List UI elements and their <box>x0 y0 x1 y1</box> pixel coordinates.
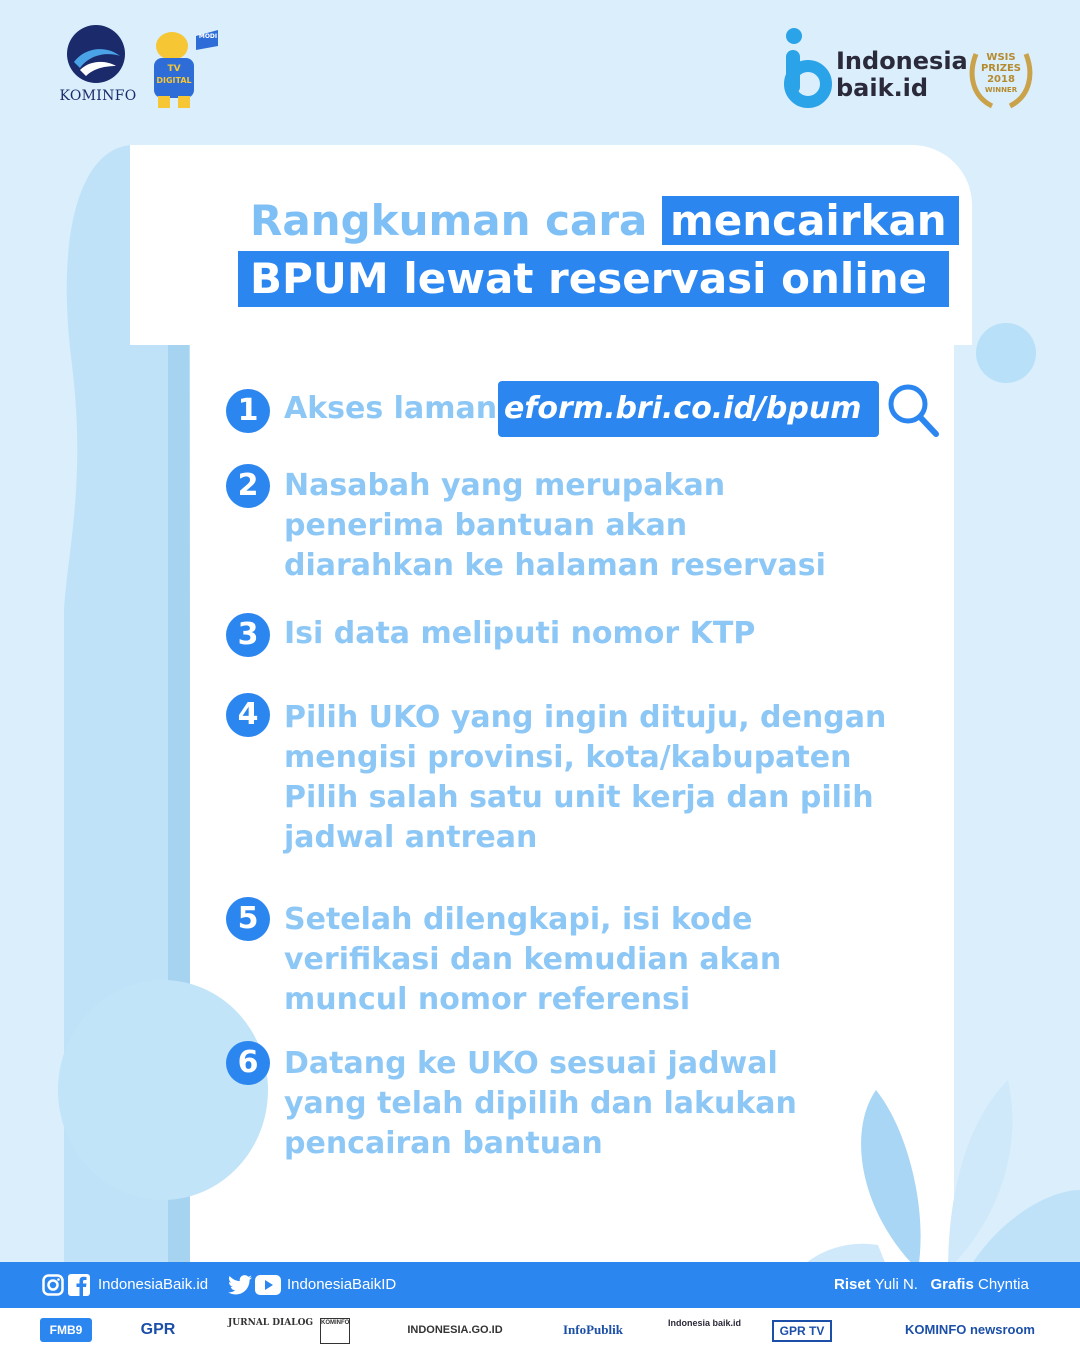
mascot-badge-top: TV <box>167 64 181 74</box>
partner-gpr-tv: GPR TV <box>772 1320 832 1342</box>
award-line-4: WINNER <box>984 86 1018 94</box>
search-icon <box>886 382 940 438</box>
award-line-3: 2018 <box>987 74 1015 85</box>
bpum-url-link[interactable]: eform.bri.co.id/bpum <box>498 381 879 437</box>
social-handle-2[interactable]: IndonesiaBaikID <box>287 1276 397 1293</box>
step-4-number: 4 <box>226 693 270 737</box>
step-6-number: 6 <box>226 1041 270 1085</box>
step-2-text: Nasabah yang merupakan penerima bantuan akan diarahkan ke halaman reservasi <box>284 468 826 583</box>
riset-label: Riset <box>834 1276 871 1293</box>
award-line-1: WSIS <box>986 52 1016 63</box>
step-5-text: Setelah dilengkapi, isi kode verifikasi dan kemudian akan muncul nomor referensi <box>284 902 782 1017</box>
partner-fmb9: FMB9 <box>40 1318 92 1342</box>
award-line-2: PRIZES <box>980 63 1022 74</box>
credits <box>834 1262 1029 1308</box>
kominfo-logo <box>58 24 138 108</box>
footer-bar <box>0 1262 1080 1308</box>
twitter-icon[interactable] <box>228 1275 252 1295</box>
partner-kominfo-newsroom: KOMINFO newsroom <box>904 1322 1035 1337</box>
decor-circle-right <box>976 323 1036 383</box>
indonesia-baik-logo <box>782 28 972 108</box>
step-2-number: 2 <box>226 464 270 508</box>
grafis-name: Chyntia <box>978 1276 1029 1293</box>
title-part-2: mencairkan <box>662 196 959 245</box>
partner-indonesia-go-id: INDONESIA.GO.ID <box>407 1324 503 1336</box>
brand-line-2: baik.id <box>836 74 929 102</box>
brand-line-1: Indonesia <box>836 47 968 75</box>
mascot-badge-bottom: DIGITAL <box>156 76 192 85</box>
step-3-text: Isi data meliputi nomor KTP <box>284 616 756 651</box>
brand-text <box>836 48 968 102</box>
step-6-text: Datang ke UKO sesuai jadwal yang telah dipilih dan lakukan pencairan bantuan <box>284 1046 797 1161</box>
grafis-label: Grafis <box>930 1276 974 1293</box>
partner-gpr: GPR <box>140 1321 176 1338</box>
instagram-icon[interactable] <box>42 1274 64 1296</box>
riset-name: Yuli N. <box>874 1276 918 1293</box>
step-5-number: 5 <box>226 897 270 941</box>
kominfo-label: KOMINFO <box>59 88 137 104</box>
partner-kominfo-badge: KOMINFO <box>320 1318 350 1344</box>
title-line-2: BPUM lewat reservasi online <box>238 251 949 307</box>
tv-digital-mascot <box>146 26 220 110</box>
step-4-text: Pilih UKO yang ingin dituju, dengan mengisi provinsi, kota/kabupaten Pilih salah satu unit kerja dan pilih jadwal antrean <box>284 700 887 855</box>
partner-indonesia-baik: Indonesia baik.id <box>668 1318 742 1328</box>
step-1-number: 1 <box>226 389 270 433</box>
title-line-1 <box>250 193 959 249</box>
title-part-1: Rangkuman cara <box>250 196 663 245</box>
partner-jurnal-dialog: JURNAL DIALOG <box>228 1318 314 1328</box>
wsis-award-badge <box>966 44 1036 114</box>
social-handle-1[interactable]: IndonesiaBaik.id <box>98 1276 209 1293</box>
mascot-flag-text: MODI <box>198 33 218 40</box>
youtube-icon[interactable] <box>255 1275 281 1295</box>
award-text <box>966 52 1036 96</box>
decor-circle-left <box>58 980 268 1200</box>
step-1-text: Akses laman <box>284 391 498 426</box>
kominfo-emblem-icon <box>66 24 126 84</box>
step-3-number: 3 <box>226 613 270 657</box>
facebook-icon[interactable] <box>68 1274 90 1296</box>
indonesia-baik-mark-icon <box>782 28 832 108</box>
partner-infopublik: InfoPublik <box>563 1322 623 1337</box>
